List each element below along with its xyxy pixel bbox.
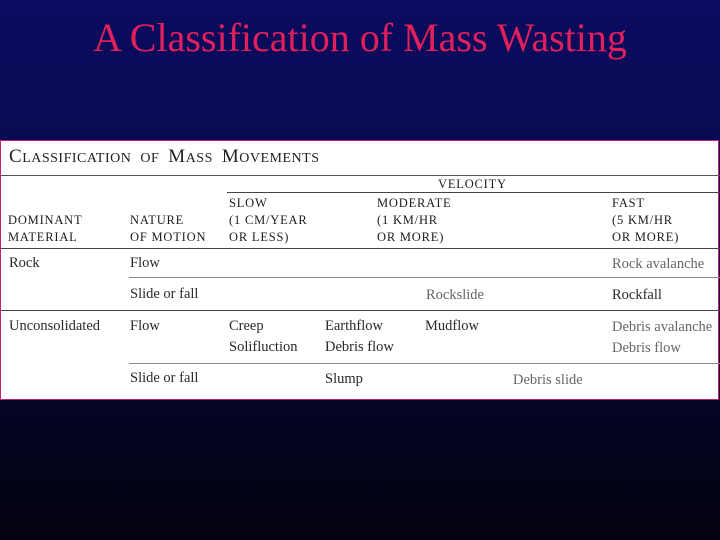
col-header-fast-line2: (5 KM/HR: [612, 213, 673, 227]
row-rock-slide-fast: Rockfall: [612, 287, 662, 303]
classification-table: [0, 140, 719, 400]
row-unconsolidated-flow-motion: Flow: [130, 318, 160, 334]
table-caption: [9, 146, 320, 168]
row-rock-slide-motion: Slide or fall: [130, 286, 199, 302]
col-header-fast-line3: OR MORE): [612, 230, 680, 244]
row-unconsolidated-flow-moderate: Mudflow: [425, 318, 479, 334]
col-header-material-line1: DOMINANT: [8, 213, 83, 227]
col-header-motion: [130, 212, 206, 246]
col-header-fast: [612, 195, 679, 246]
row-unconsolidated-flow-mid-2: Debris flow: [325, 339, 394, 355]
caption-word-4-initial: M: [221, 146, 240, 167]
row-rock-divider: [129, 277, 720, 278]
col-header-motion-line2: OF MOTION: [130, 230, 207, 244]
row-unconsolidated-slide-moderate: Debris slide: [513, 372, 583, 388]
row-unconsolidated-material: Unconsolidated: [9, 318, 101, 334]
row-unconsolidated-slide-motion: Slide or fall: [130, 370, 199, 386]
col-header-material: [8, 212, 82, 246]
row-unconsolidated-divider: [129, 363, 720, 364]
col-header-material-line2: MATERIAL: [8, 230, 78, 244]
col-header-moderate-line2: (1 KM/HR: [377, 213, 438, 227]
velocity-rule: [227, 192, 720, 193]
row-unconsolidated-flow-fast-2: Debris flow: [612, 340, 681, 356]
col-header-slow-line2: (1 CM/YEAR: [229, 213, 308, 227]
velocity-header: VELOCITY: [438, 177, 507, 191]
row-unconsolidated-flow-slow-1: Creep: [229, 318, 264, 334]
caption-word-1-initial: C: [9, 146, 23, 167]
col-header-moderate-line3: OR MORE): [377, 230, 445, 244]
caption-word-4-rest: OVEMENTS: [239, 151, 320, 166]
col-header-moderate: [377, 195, 451, 246]
caption-word-1-rest: LASSIFICATION: [22, 151, 132, 166]
row-unconsolidated-flow-fast-1: Debris avalanche: [612, 319, 713, 335]
caption-word-2: OF: [140, 151, 160, 166]
row-unconsolidated-flow-mid-1: Earthflow: [325, 318, 383, 334]
caption-word-3-rest: ASS: [185, 151, 213, 166]
row-rock-material: Rock: [9, 255, 40, 271]
header-rule: [1, 248, 720, 249]
col-header-slow-line1: SLOW: [229, 196, 268, 210]
caption-word-3-initial: M: [168, 146, 186, 167]
caption-rule: [1, 175, 720, 176]
row-unconsolidated-flow-slow-2: Solifluction: [229, 339, 298, 355]
col-header-fast-line1: FAST: [612, 196, 645, 210]
col-header-slow: [229, 195, 308, 246]
row-unconsolidated-slide-mid: Slump: [325, 371, 363, 387]
row-rock-flow-fast: Rock avalanche: [612, 256, 705, 272]
slide-title: A Classification of Mass Wasting: [93, 15, 627, 60]
col-header-motion-line1: NATURE: [130, 213, 185, 227]
col-header-moderate-line1: MODERATE: [377, 196, 452, 210]
col-header-slow-line3: OR LESS): [229, 230, 290, 244]
row-rock-slide-moderate: Rockslide: [426, 287, 484, 303]
material-divider: [1, 310, 720, 311]
row-rock-flow-motion: Flow: [130, 255, 160, 271]
